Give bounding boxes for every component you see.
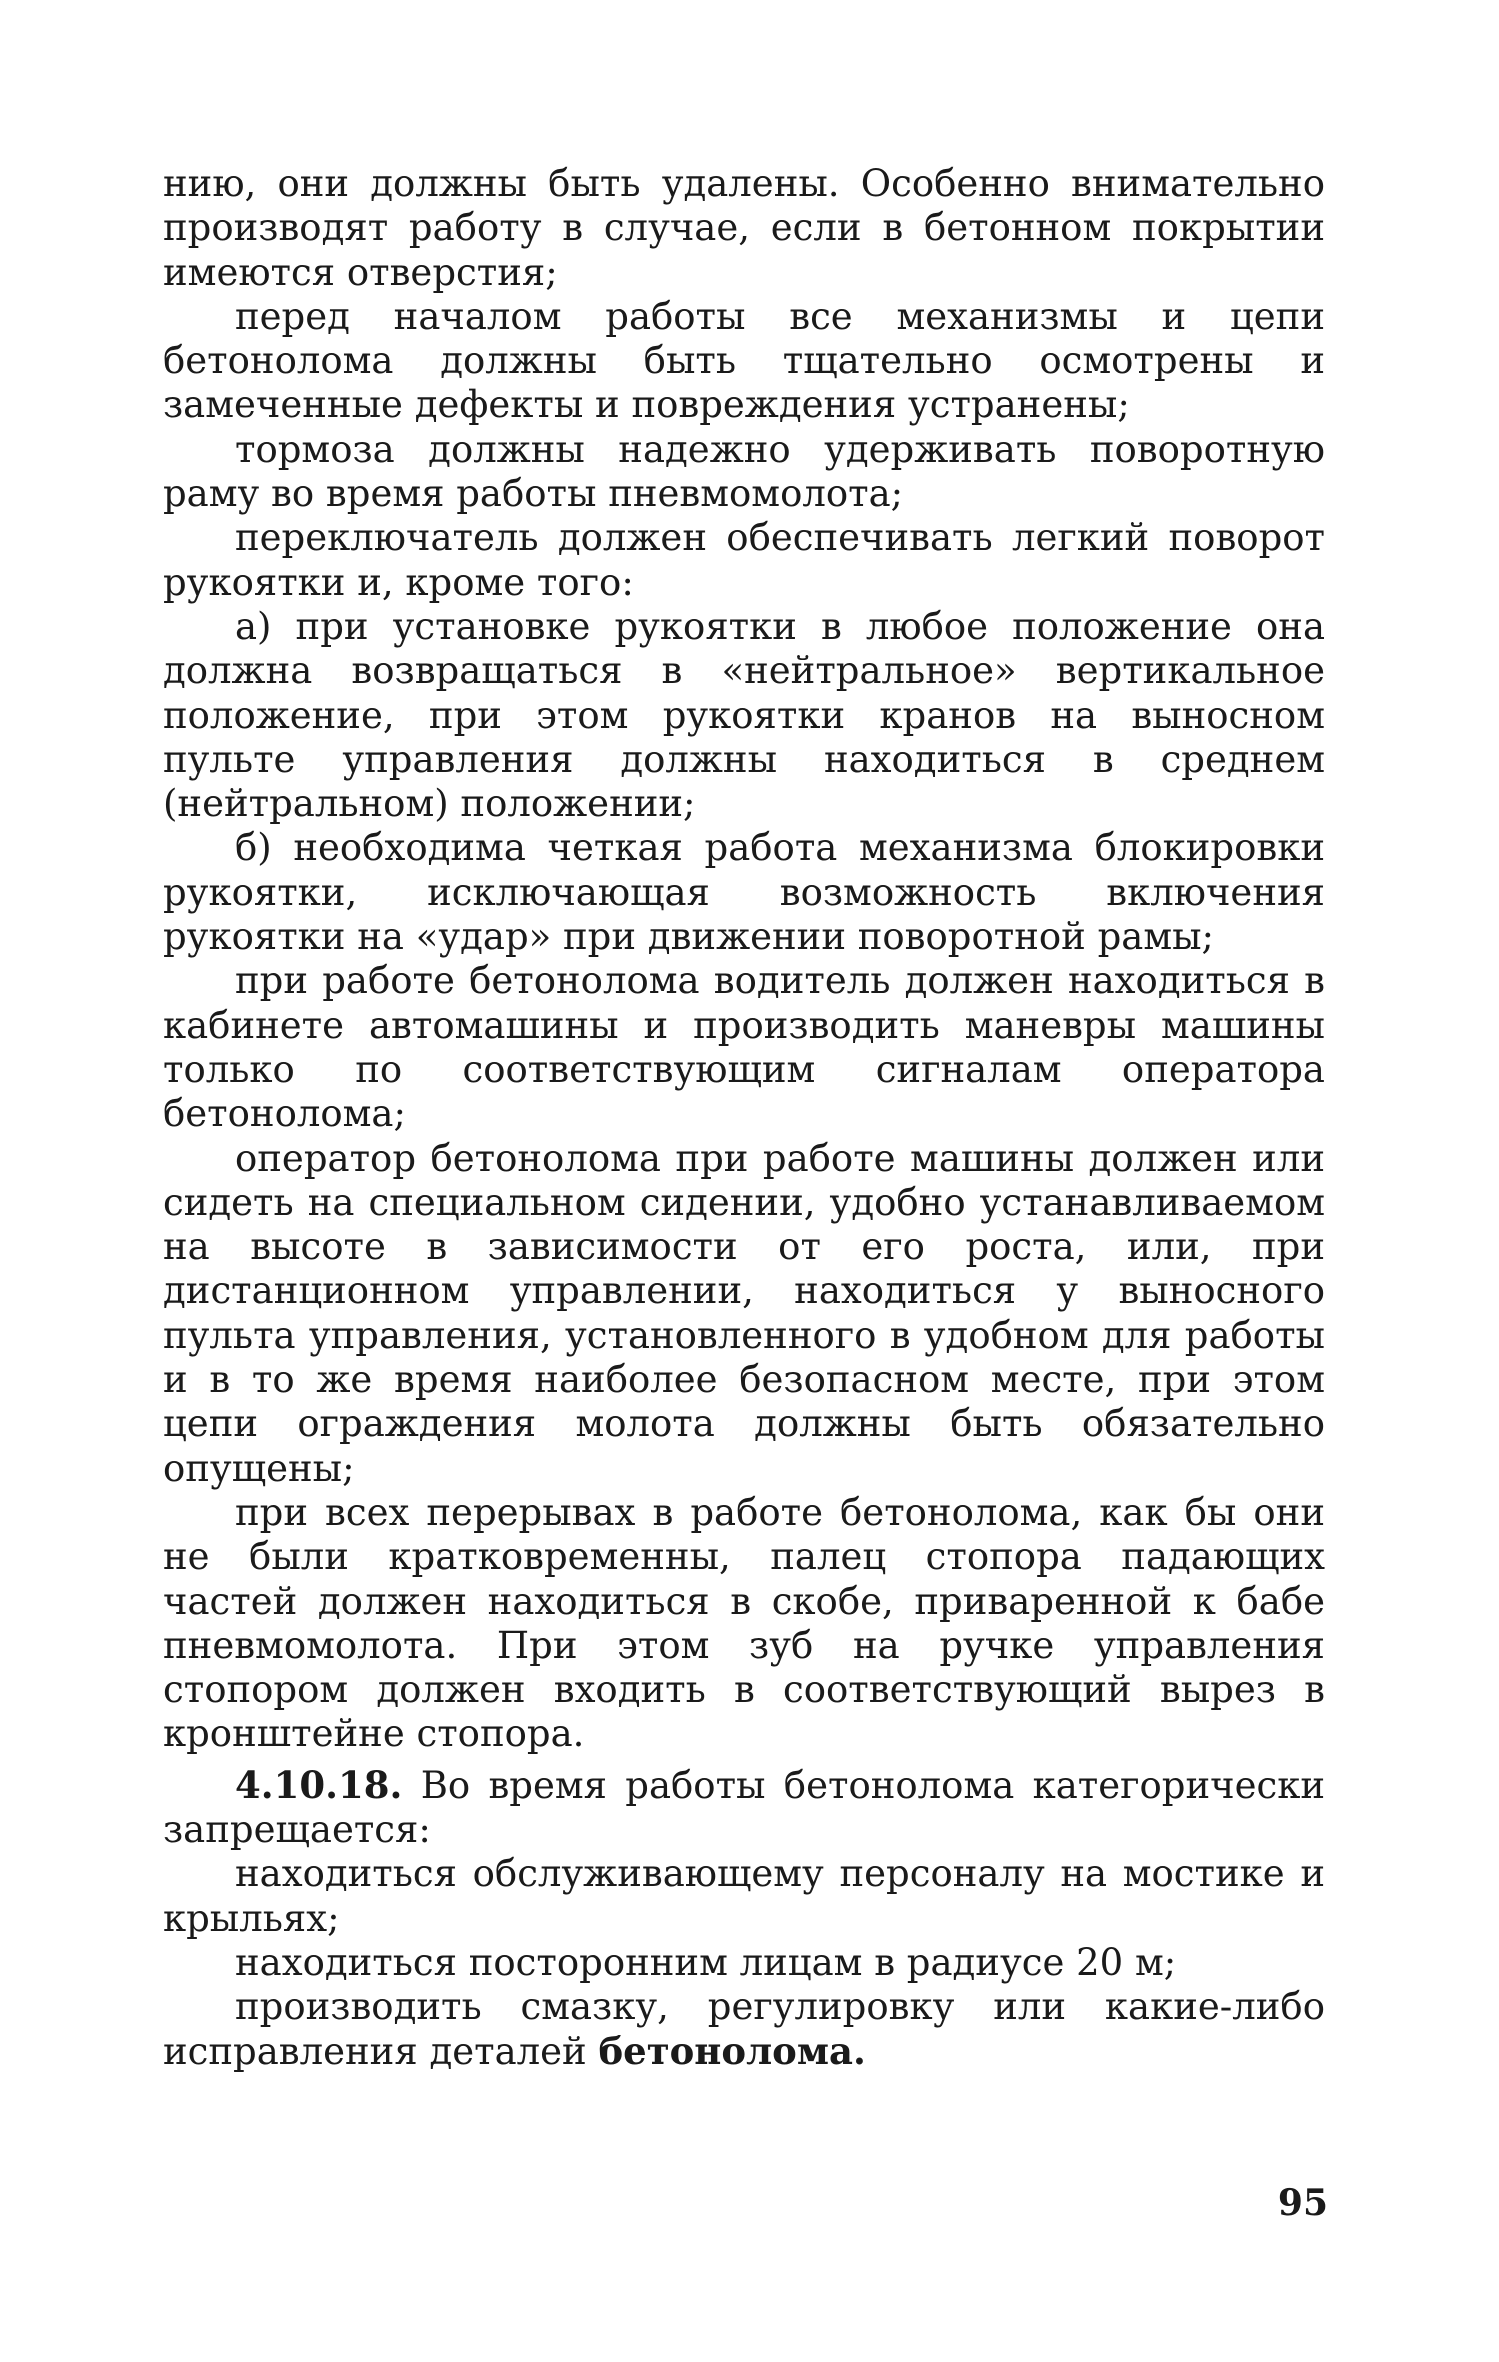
last-item-bold: бетонолома. xyxy=(598,2029,866,2074)
paragraph-3: тормоза должны надежно удерживать поворотную раму во время работы пневмомолота; xyxy=(163,427,1325,516)
paragraph-9: при всех перерывах в работе бетонолома, как бы они не были кратковременны, палец стопора падающих частей должен находиться в скобе, приваренной к бабе пневмомолота. При этом зуб на ручке управления стопором должен входить в соответствующий вырез в кронштейне стопора. xyxy=(163,1490,1325,1756)
paragraph-7: при работе бетонолома водитель должен находиться в кабинете автомашины и производить маневры машины только по соответствующим сигналам оператора бетонолома; xyxy=(163,959,1325,1136)
section-text: Во время работы бетонолома категорически запрещается: xyxy=(163,1763,1326,1851)
list-item-last xyxy=(163,1985,1325,2075)
section-paragraph xyxy=(163,1763,1325,1853)
paragraph-4: переключатель должен обеспечивать легкий поворот рукоятки и, кроме того: xyxy=(163,516,1325,604)
paragraph-5: а) при установке рукоятки в любое положение она должна возвращаться в «нейтральное» вертикальное положение, при этом рукоятки кранов на выносном пульте управления должны находиться в среднем (нейтральном) положении; xyxy=(163,604,1325,826)
page-body xyxy=(163,162,1325,2075)
list-item: находиться обслуживающему персоналу на мостике и крыльях; xyxy=(163,1852,1325,1940)
paragraph-2: перед началом работы все механизмы и цепи бетонолома должны быть тщательно осмотрены и замеченные дефекты и повреждения устранены; xyxy=(163,294,1325,427)
list-item: находиться посторонним лицам в радиусе 20 м; xyxy=(235,1940,1177,1984)
paragraph-1: нию, они должны быть удалены. Особенно внимательно производят работу в случае, если в бетонном покрытии имеются отверстия; xyxy=(163,162,1325,294)
last-item-text: производить смазку, регулировку или какие-либо исправления деталей xyxy=(163,1985,1325,2074)
paragraph-8: оператор бетонолома при работе машины должен или сидеть на специальном сидении, удобно устанавливаемом на высоте в зависимости от его роста, или, при дистанционном управлении, находиться у выносного пульта управления, установленного в удобном для работы и в то же время наиболее безопасном месте, при этом цепи ограждения молота должны быть обязательно опущены; xyxy=(163,1136,1325,1490)
page-number: 95 xyxy=(1277,2182,1328,2224)
paragraph-6: б) необходима четкая работа механизма блокировки рукоятки, исключающая возможность включения рукоятки на «удар» при движении поворотной рамы; xyxy=(163,826,1325,959)
section-number: 4.10.18. xyxy=(235,1762,403,1807)
